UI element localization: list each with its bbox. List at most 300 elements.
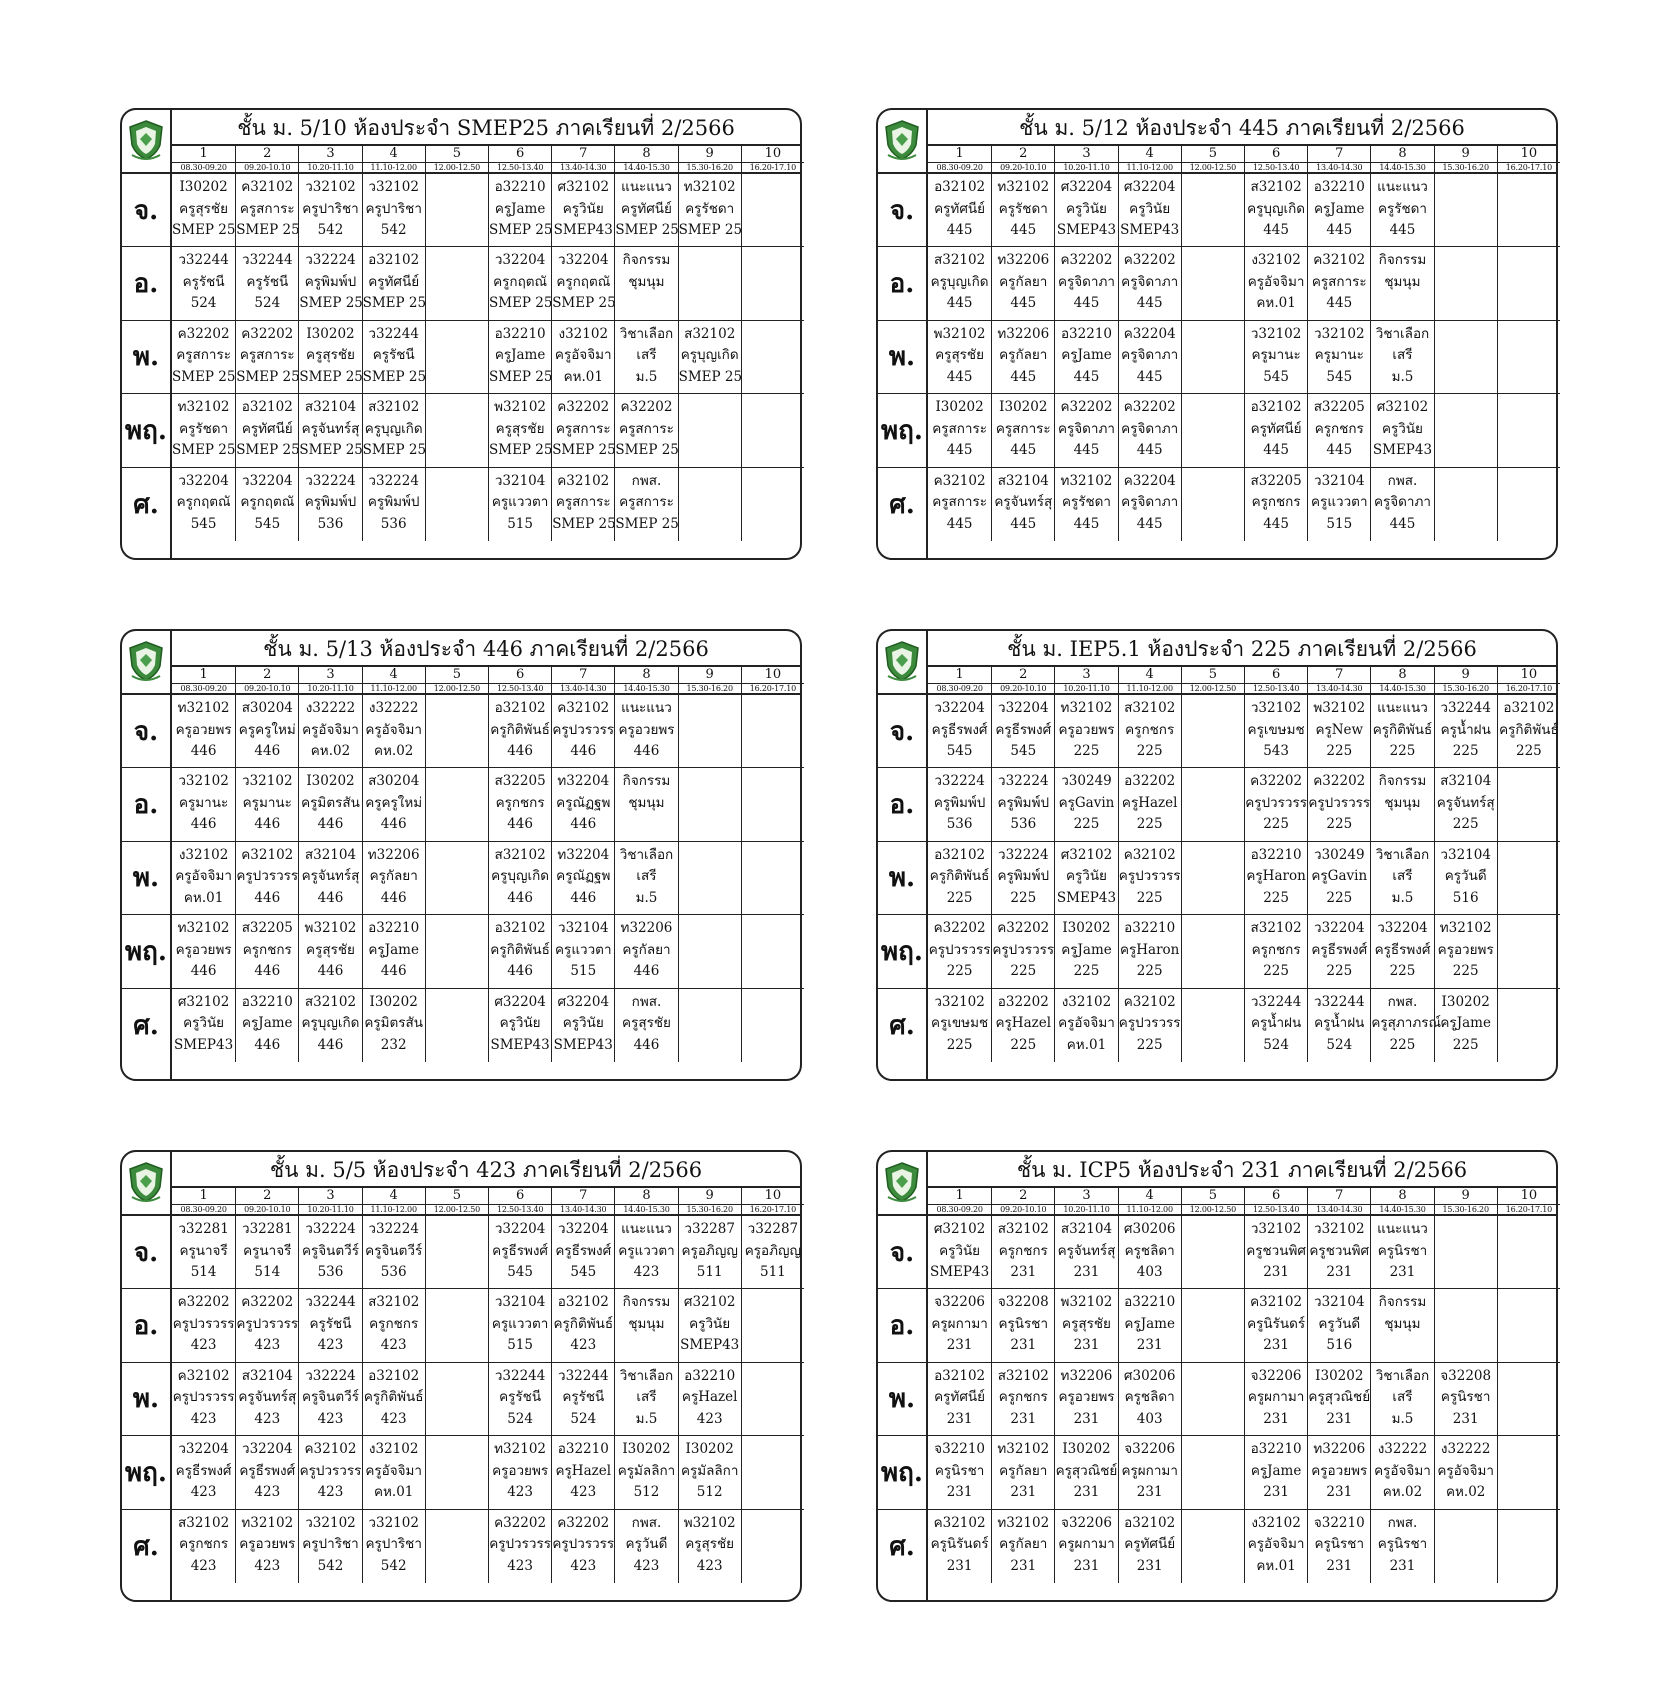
subject-code: วิชาเลือก (619, 325, 674, 342)
period-number: 7 (552, 1188, 614, 1205)
teacher-name: ครูอัจจิมา (1058, 1015, 1115, 1032)
teacher-name: ครูHaron (1246, 868, 1306, 885)
empty-cell (741, 695, 804, 768)
empty-cell (1181, 1510, 1244, 1583)
subject-code: I30202 (369, 993, 418, 1010)
room-number: ม.5 (635, 1410, 658, 1427)
subject-code: ว32104 (494, 1294, 546, 1311)
teacher-name: ครูGavin (1311, 868, 1368, 885)
class-cell (1370, 695, 1433, 768)
subject-code: ว32102 (1314, 1221, 1365, 1237)
empty-cell (741, 1510, 804, 1583)
subject-code: I30202 (306, 325, 355, 342)
room-number: 514 (254, 1264, 281, 1280)
subject-code: ส32102 (1250, 179, 1302, 195)
subject-code: ส32205 (1313, 399, 1365, 416)
room-number: 445 (1136, 368, 1163, 385)
room-number: 445 (946, 295, 973, 312)
class-cell (298, 468, 361, 541)
teacher-name: ครูสุรชัย (179, 200, 229, 217)
class-cell (551, 695, 614, 768)
teacher-name: ครูแววตา (1311, 494, 1368, 511)
subject-code: อ32102 (1124, 1514, 1176, 1531)
room-number: SMEP43 (553, 222, 613, 238)
room-number: 445 (946, 368, 973, 385)
teacher-name: ครูกัลยา (999, 1462, 1048, 1479)
class-cell (991, 1363, 1054, 1436)
subject-code: อ32210 (494, 325, 546, 342)
subject-code: ว32224 (934, 773, 985, 790)
room-number: 545 (190, 515, 217, 532)
subject-code: I30202 (685, 1441, 734, 1458)
period-number: 9 (679, 1188, 741, 1205)
subject-code: ค32102 (1123, 846, 1176, 863)
room-number: 225 (1263, 963, 1289, 980)
period-time: 08.30-09.20 (936, 684, 983, 693)
class-cell (614, 1289, 677, 1362)
class-cell (614, 768, 677, 841)
period-time: 12.00-12.50 (433, 684, 481, 693)
teacher-name: ครูรัชนี (499, 1389, 542, 1406)
class-cell (614, 842, 677, 915)
room-number: 445 (946, 222, 973, 238)
room-number: 446 (633, 1036, 660, 1053)
room-number: 423 (696, 1557, 723, 1574)
teacher-name: ครูกชกร (998, 1389, 1048, 1406)
teacher-name: ครูรัชนี (309, 1315, 352, 1332)
room-number: 445 (1389, 515, 1416, 532)
room-number: 225 (1452, 743, 1479, 759)
period-time: 16.20-17.10 (749, 1205, 797, 1214)
period-column-header (1181, 1188, 1244, 1216)
subject-code: ว32102 (1250, 700, 1302, 716)
subject-code: พ32102 (304, 920, 357, 937)
subject-code: ว32204 (558, 252, 609, 269)
period-number: 2 (992, 667, 1054, 684)
subject-code: กพส. (631, 993, 662, 1010)
teacher-name: เสรี (1392, 347, 1413, 364)
day-label: พฤ. (878, 915, 926, 988)
period-time: 12.00-12.50 (1189, 163, 1237, 172)
period-column-header (425, 146, 488, 174)
period-number: 6 (1245, 667, 1307, 684)
room-number: 225 (1136, 816, 1163, 833)
teacher-name: ครูชลิดา (1124, 1242, 1175, 1259)
teacher-name: ครูวินัย (1381, 420, 1423, 437)
subject-code: ง32102 (178, 846, 229, 863)
period-column-header (1434, 146, 1497, 174)
period-number: 6 (489, 146, 551, 163)
class-cell (614, 247, 677, 320)
room-number: SMEP 25 (489, 442, 553, 459)
subject-code: อ32210 (1313, 179, 1365, 195)
day-column (878, 174, 928, 558)
class-cell (991, 1436, 1054, 1509)
room-number: 542 (380, 222, 407, 238)
teacher-name: ครูมัลลิกา (680, 1462, 739, 1479)
period-column-header (1181, 667, 1244, 695)
subject-code: ว32224 (305, 1221, 356, 1237)
teacher-name: ครูNew (1315, 721, 1364, 738)
teacher-name: ครูธีรพงศ์ (239, 1462, 296, 1479)
teacher-name: ครูกชกร (1251, 494, 1301, 511)
empty-cell (425, 174, 488, 247)
subject-code: วิชาเลือก (1375, 325, 1430, 342)
period-column-header (991, 146, 1054, 174)
subject-code: ค32202 (997, 920, 1050, 937)
room-number: 545 (1326, 368, 1353, 385)
timetable-card (876, 108, 1558, 560)
subject-code: ว32224 (305, 472, 356, 489)
class-cell (1118, 989, 1181, 1062)
room-number: 225 (946, 963, 973, 980)
subject-code: ศ32204 (1060, 179, 1113, 195)
room-number: SMEP 25 (299, 442, 363, 459)
subject-code: ว32281 (242, 1221, 293, 1237)
class-cell (172, 1363, 235, 1436)
period-header (928, 1188, 1556, 1216)
teacher-name: ครูJame (1061, 347, 1112, 364)
period-number: 1 (928, 1188, 991, 1205)
subject-code: ค32102 (557, 700, 610, 716)
subject-code: อ32102 (368, 1367, 420, 1384)
teacher-name: ครูจันทร์สุ (1057, 1242, 1116, 1259)
subject-code: อ32102 (934, 1367, 986, 1384)
teacher-name: ครูสุรชัย (306, 941, 355, 958)
empty-cell (1181, 695, 1244, 768)
subject-code: ว32104 (1314, 472, 1365, 489)
teacher-name: ครูธีรพงศ์ (492, 1242, 549, 1259)
room-number: 423 (190, 1484, 217, 1501)
subject-code: ง32222 (305, 700, 356, 716)
teacher-name: ครูผกามา (1058, 1536, 1115, 1553)
teacher-name: ครูนิรชา (1377, 1536, 1428, 1553)
class-cell (235, 1289, 298, 1362)
day-label: พ. (122, 1363, 170, 1436)
teacher-name: ครูแววตา (618, 1242, 675, 1259)
subject-code: ส32104 (997, 472, 1049, 489)
period-number: 1 (172, 667, 235, 684)
class-cell (928, 321, 991, 394)
room-number: SMEP 25 (172, 442, 236, 459)
subject-code: อ32102 (934, 179, 986, 195)
empty-cell (1434, 468, 1497, 541)
class-cell (614, 695, 677, 768)
class-cell (614, 321, 677, 394)
teacher-name: ครูอวยพร (492, 1462, 549, 1479)
subject-code: ส32205 (241, 920, 293, 937)
teacher-name: ครูนิรันดร์ (1247, 1315, 1306, 1332)
teacher-name: ครูชลิดา (1124, 1389, 1175, 1406)
teacher-name: ครูปวรวรร (1308, 794, 1371, 811)
teacher-name: ครูHazel (555, 1462, 612, 1479)
subject-code: จ32206 (1124, 1441, 1176, 1458)
teacher-name: ครูกชกร (495, 794, 545, 811)
teacher-name: ครูทัศนีย์ (368, 273, 420, 290)
period-column-header (741, 146, 804, 174)
class-cell (1054, 1216, 1117, 1289)
room-number: SMEP43 (680, 1337, 740, 1354)
period-header (928, 667, 1556, 695)
class-cell (551, 1289, 614, 1362)
subject-code: วิชาเลือก (619, 1367, 674, 1384)
room-number: 542 (317, 1557, 344, 1574)
teacher-name: เสรี (1392, 868, 1413, 885)
period-number: 8 (615, 146, 677, 163)
subject-code: ว32224 (305, 252, 356, 269)
empty-cell (1181, 915, 1244, 988)
room-number: คห.01 (1066, 1036, 1107, 1053)
period-time: 09.20-10.10 (1000, 1205, 1047, 1214)
teacher-name: ครูจิดาภา (1057, 273, 1115, 290)
subject-code: ง32222 (1440, 1441, 1491, 1458)
room-number: SMEP 25 (678, 368, 743, 385)
period-time: 08.30-09.20 (180, 1205, 227, 1214)
subject-code: จ32206 (1250, 1367, 1302, 1384)
period-column-header (551, 667, 614, 695)
room-number: 445 (1136, 515, 1163, 532)
class-cell (362, 1216, 425, 1289)
teacher-name: ครูสการะ (555, 494, 611, 511)
room-number: SMEP43 (1056, 889, 1117, 906)
class-cell (678, 321, 741, 394)
class-cell (1244, 842, 1307, 915)
subject-code: พ32102 (494, 399, 547, 416)
period-column-header (614, 667, 677, 695)
teacher-name: ครูบุญเกิด (301, 1015, 360, 1032)
room-number: 515 (507, 515, 533, 532)
teacher-name: ครูอวยพร (175, 941, 232, 958)
subject-code: ค32202 (494, 1514, 547, 1531)
room-number: 445 (1326, 442, 1353, 459)
teacher-name: ครูธีรพงศ์ (555, 1242, 612, 1259)
class-cell (551, 247, 614, 320)
class-cell (928, 1363, 991, 1436)
schedule-grid (172, 1216, 800, 1600)
class-cell (1118, 1510, 1181, 1583)
teacher-name: ครูสการะ (1311, 273, 1367, 290)
subject-code: ส32104 (241, 1367, 293, 1384)
period-number: 2 (992, 146, 1054, 163)
class-cell (235, 695, 298, 768)
teacher-name: ครูนาจรี (179, 1242, 228, 1259)
class-cell (741, 1216, 804, 1289)
class-cell (991, 321, 1054, 394)
subject-code: ส32102 (934, 252, 986, 269)
period-number: 10 (742, 146, 804, 163)
class-cell (1370, 1216, 1433, 1289)
subject-code: อ32102 (1503, 700, 1555, 716)
period-column-header (488, 146, 551, 174)
room-number: 231 (1326, 1557, 1353, 1574)
day-label: จ. (878, 174, 926, 247)
class-cell (928, 174, 991, 247)
subject-code: ว32102 (1314, 325, 1365, 342)
empty-cell (425, 1216, 488, 1289)
room-number: 445 (1263, 515, 1289, 532)
day-label: จ. (878, 1216, 926, 1289)
class-cell (235, 174, 298, 247)
empty-cell (425, 1510, 488, 1583)
timetable-card (120, 1150, 802, 1602)
class-cell (991, 915, 1054, 988)
subject-code: ง32222 (368, 700, 419, 716)
class-cell (1307, 768, 1370, 841)
room-number: ม.5 (1391, 889, 1414, 906)
class-cell (362, 174, 425, 247)
room-number: 225 (1326, 963, 1353, 980)
subject-code: ว32204 (494, 252, 546, 269)
period-time: 08.30-09.20 (180, 163, 227, 172)
period-number: 6 (1245, 1188, 1307, 1205)
empty-cell (425, 1436, 488, 1509)
period-column-header (235, 667, 298, 695)
period-time: 13.40-14.30 (560, 163, 607, 172)
class-cell (488, 989, 551, 1062)
day-label: ศ. (133, 1010, 159, 1041)
empty-cell (1181, 247, 1244, 320)
room-number: 445 (1010, 515, 1037, 532)
period-number: 4 (363, 667, 425, 684)
class-cell (235, 1363, 298, 1436)
teacher-name: ครูนิรชา (1314, 1536, 1365, 1553)
subject-code: ค32202 (1123, 252, 1176, 269)
class-cell (362, 1363, 425, 1436)
subject-code: ส30204 (241, 700, 293, 716)
subject-code: ว32244 (1440, 700, 1491, 716)
empty-cell (741, 174, 804, 247)
teacher-name: ครูอวยพร (1311, 1462, 1368, 1479)
class-cell (1307, 468, 1370, 541)
class-cell (1054, 1289, 1117, 1362)
subject-code: ค32202 (1313, 773, 1366, 790)
teacher-name: ครูนิรชา (934, 1462, 985, 1479)
subject-code: ท32102 (241, 1514, 294, 1531)
teacher-name: ครูวินัย (183, 1015, 225, 1032)
period-number: 7 (552, 146, 614, 163)
day-label: พฤ. (878, 394, 926, 467)
subject-code: I30202 (179, 179, 228, 195)
room-number: 536 (1010, 816, 1037, 833)
room-number: 445 (1326, 295, 1353, 312)
class-cell (1054, 174, 1117, 247)
teacher-name: ครูวินัย (562, 1015, 604, 1032)
period-time: 14.40-15.30 (623, 684, 670, 693)
subject-code: กิจกรรม (622, 773, 671, 790)
class-cell (488, 695, 551, 768)
subject-code: I30202 (999, 399, 1048, 416)
subject-code: ค32102 (1123, 993, 1176, 1010)
empty-cell (1497, 842, 1560, 915)
teacher-name: ครูวินัย (689, 1315, 731, 1332)
class-cell (614, 915, 677, 988)
room-number: 446 (190, 816, 217, 833)
room-number: 524 (1326, 1036, 1353, 1053)
teacher-name: ครูครูใหม่ (365, 794, 423, 811)
teacher-name: ครูJame (368, 941, 419, 958)
subject-code: ท32102 (1060, 472, 1113, 489)
subject-code: ว32244 (558, 1367, 609, 1384)
empty-cell (741, 1289, 804, 1362)
room-number: 545 (570, 1264, 597, 1280)
period-number: 8 (1371, 667, 1433, 684)
day-column (122, 1216, 172, 1600)
class-cell (362, 468, 425, 541)
subject-code: ว32244 (368, 325, 419, 342)
empty-cell (1497, 1363, 1560, 1436)
room-number: SMEP 25 (489, 368, 553, 385)
teacher-name: ครูอภิญญ (744, 1242, 802, 1259)
period-header (172, 1188, 800, 1216)
room-number: 231 (1452, 1410, 1479, 1427)
empty-cell (1497, 1289, 1560, 1362)
teacher-name: ครูอวยพร (175, 721, 232, 738)
teacher-name: ครูจิดาภา (1121, 273, 1179, 290)
teacher-name: ครูสุรชัย (622, 1015, 671, 1032)
period-time: 09.20-10.10 (1000, 684, 1047, 693)
class-cell (1054, 695, 1117, 768)
room-number: 423 (254, 1410, 281, 1427)
room-number: SMEP 25 (299, 368, 363, 385)
class-cell (172, 915, 235, 988)
subject-code: ศ32204 (494, 993, 546, 1010)
period-number: 4 (1119, 1188, 1181, 1205)
period-column-header (741, 667, 804, 695)
period-column-header (928, 667, 991, 695)
teacher-name: ครูJame (1124, 1315, 1175, 1332)
day-label: อ. (122, 768, 170, 841)
teacher-name: ครูรัชดา (1377, 200, 1427, 217)
room-number: 231 (1010, 1264, 1037, 1280)
subject-code: I30202 (935, 399, 984, 416)
class-cell (614, 394, 677, 467)
room-number: 536 (317, 515, 344, 532)
teacher-name: ครูทัศนีย์ (934, 1389, 986, 1406)
teacher-name: ครูอัจจิมา (365, 721, 423, 738)
class-cell (172, 842, 235, 915)
subject-code: พ32102 (1313, 700, 1366, 716)
class-cell (928, 394, 991, 467)
teacher-name: ครูบุญเกิด (680, 347, 739, 364)
period-number: 3 (1055, 667, 1117, 684)
period-number: 5 (426, 1188, 488, 1205)
room-number: 225 (1516, 743, 1542, 759)
subject-code: อ32210 (1250, 1441, 1302, 1458)
day-label: พฤ. (122, 394, 170, 467)
class-cell (298, 695, 361, 768)
teacher-name: ครูอวยพร (1058, 1389, 1115, 1406)
teacher-name: ครูทัศนีย์ (621, 200, 672, 217)
room-number: 423 (570, 1557, 597, 1574)
empty-cell (1497, 989, 1560, 1062)
period-time: 08.30-09.20 (936, 1205, 983, 1214)
room-number: 545 (946, 743, 973, 759)
room-number: 515 (570, 963, 597, 980)
class-cell (298, 247, 361, 320)
teacher-name: ครูจันทร์สุ (238, 1389, 297, 1406)
room-number: ม.5 (1391, 368, 1414, 385)
subject-code: อ32210 (1060, 325, 1113, 342)
empty-cell (1181, 1363, 1244, 1436)
period-column-header (425, 667, 488, 695)
period-number: 3 (1055, 1188, 1117, 1205)
subject-code: อ32210 (368, 920, 420, 937)
class-cell (551, 1436, 614, 1509)
teacher-name: ครูบุญเกิด (1247, 200, 1306, 217)
period-column-header (1497, 146, 1560, 174)
subject-code: แนะแนว (621, 179, 672, 195)
empty-cell (1434, 394, 1497, 467)
